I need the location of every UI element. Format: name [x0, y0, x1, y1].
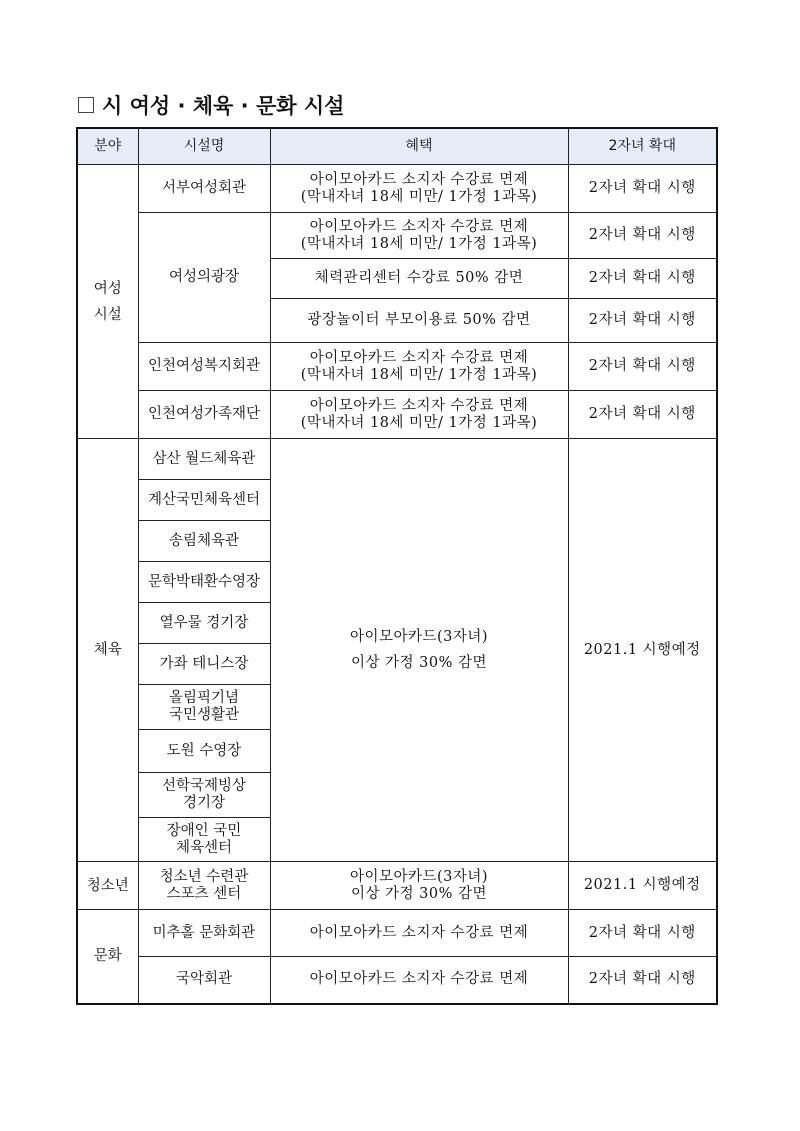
facility-name: [138, 773, 270, 818]
facility-line: 장애인 국민: [166, 822, 242, 839]
status-cell: 2자녀 확대 시행: [568, 299, 717, 343]
facility-name: [138, 862, 270, 910]
benefit-line: (막내자녀 18세 미만/ 1가정 1과목): [300, 188, 538, 205]
benefit-cell: 아이모아카드 소지자 수강료 면제: [270, 957, 568, 1004]
status-cell: 2자녀 확대 시행: [568, 213, 717, 259]
category-culture: 문화: [77, 910, 138, 1004]
benefit-cell: 아이모아카드 소지자 수강료 면제: [270, 910, 568, 957]
facility-name: 미추홀 문화회관: [138, 910, 270, 957]
facility-name: 도원 수영장: [138, 730, 270, 773]
facility-name: 국악회관: [138, 957, 270, 1004]
facility-name: [138, 818, 270, 862]
facility-line: 선학국제빙상: [161, 778, 247, 794]
benefit-line: (막내자녀 18세 미만/ 1가정 1과목): [300, 366, 538, 383]
status-cell: 2자녀 확대 시행: [568, 343, 717, 391]
facility-name: 여성의광장: [138, 213, 270, 343]
facility-name: 문학박태환수영장: [138, 562, 270, 603]
table-row: [77, 391, 717, 439]
facility-name: 인천여성가족재단: [138, 391, 270, 439]
facility-line: 국민생활관: [168, 707, 240, 723]
facility-name: 삼산 월드체육관: [138, 439, 270, 480]
benefit-line: 아이모아카드 소지자 수강료 면제: [309, 171, 529, 188]
category-youth: 청소년: [77, 862, 138, 910]
header-benefit: 혜택: [270, 128, 568, 165]
status-cell: 2자녀 확대 시행: [568, 259, 717, 299]
facility-line: 경기장: [182, 795, 226, 811]
facility-line: 스포츠 센터: [166, 885, 242, 902]
status-cell: 2자녀 확대 시행: [568, 391, 717, 439]
facility-name: 서부여성회관: [138, 165, 270, 213]
benefit-line: 이상 가정 30% 감면: [350, 655, 488, 671]
table-row: [77, 910, 717, 957]
status-cell: 2자녀 확대 시행: [568, 957, 717, 1004]
benefit-line: 아이모아카드 소지자 수강료 면제: [309, 218, 529, 235]
facility-name: 인천여성복지회관: [138, 343, 270, 391]
benefit-line: 아이모아카드 소지자 수강료 면제: [309, 397, 529, 414]
section-title-text: 시 여성 · 체육 · 문화 시설: [102, 94, 345, 118]
section-title: [78, 90, 344, 120]
benefit-cell: 광장놀이터 부모이용료 50% 감면: [270, 299, 568, 343]
facility-name: 계산국민체육센터: [138, 480, 270, 521]
benefit-line: 이상 가정 30% 감면: [350, 885, 488, 902]
header-facility: 시설명: [138, 128, 270, 165]
category-line: 시설: [93, 306, 122, 323]
table-row: [77, 439, 717, 480]
benefit-cell-shared: [270, 439, 568, 862]
status-cell: 2021.1 시행예정: [568, 862, 717, 910]
facility-name: 송림체육관: [138, 521, 270, 562]
empty-square-icon: [78, 97, 94, 113]
benefit-cell: [270, 862, 568, 910]
benefit-cell: 체력관리센터 수강료 50% 감면: [270, 259, 568, 299]
header-category: 분야: [77, 128, 138, 165]
facility-name: 가좌 테니스장: [138, 644, 270, 685]
benefit-cell: [270, 343, 568, 391]
table-row: [77, 862, 717, 910]
status-cell: 2자녀 확대 시행: [568, 165, 717, 213]
benefit-line: (막내자녀 18세 미만/ 1가정 1과목): [300, 235, 538, 252]
benefit-line: 아이모아카드(3자녀): [349, 868, 489, 885]
table-row: [77, 165, 717, 213]
header-two-children: 2자녀 확대: [568, 128, 717, 165]
benefit-cell: [270, 165, 568, 213]
facilities-table: [76, 127, 718, 1005]
table-row: [77, 343, 717, 391]
table-row: [77, 213, 717, 259]
table-header-row: [77, 128, 717, 165]
benefit-line: (막내자녀 18세 미만/ 1가정 1과목): [300, 414, 538, 431]
category-line: 여성: [93, 280, 122, 297]
facility-name: 열우물 경기장: [138, 603, 270, 644]
status-cell-shared: 2021.1 시행예정: [568, 439, 717, 862]
benefit-line: 아이모아카드 소지자 수강료 면제: [309, 349, 529, 366]
benefit-cell: [270, 391, 568, 439]
category-sports: 체육: [77, 439, 138, 862]
facility-line: 체육센터: [175, 839, 233, 856]
facility-name: [138, 685, 270, 730]
status-cell: 2자녀 확대 시행: [568, 910, 717, 957]
benefit-cell: [270, 213, 568, 259]
category-women: [77, 165, 138, 439]
facility-line: 청소년 수련관: [159, 868, 249, 885]
benefit-line: 아이모아카드(3자녀): [349, 629, 489, 645]
table-row: [77, 957, 717, 1004]
facility-line: 올림픽기념: [168, 690, 240, 706]
